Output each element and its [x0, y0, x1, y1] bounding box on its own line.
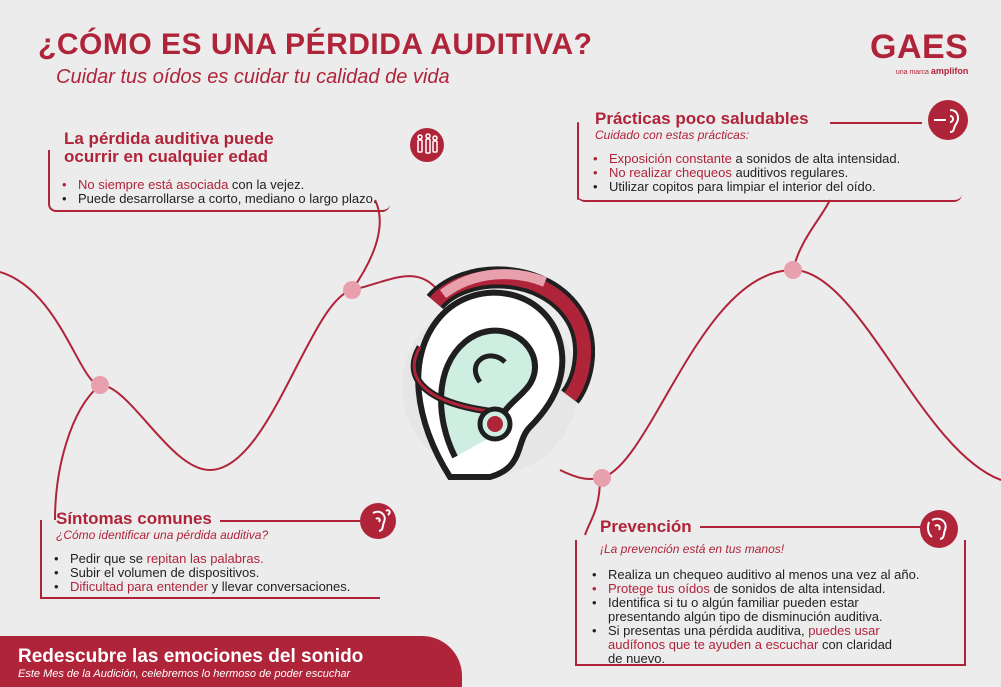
- section-age-title-1: La pérdida auditiva puede: [64, 129, 274, 148]
- section-practices-subtitle: Cuidado con estas prácticas:: [595, 128, 750, 142]
- logo-brand: GAES: [870, 28, 969, 66]
- page-subtitle: Cuidar tus oídos es cuidar tu calidad de vida: [56, 66, 450, 88]
- list-item: • Protege tus oídos de sonidos de alta intensidad.: [592, 581, 886, 596]
- section-practices: [595, 110, 900, 194]
- list-item: • Identifica si tu o algún familiar pueden estar presentando algún tipo de disminución auditiva.: [592, 595, 883, 624]
- banner-subtitle: Este Mes de la Audición, celebremos lo hermoso de poder escuchar: [18, 668, 351, 680]
- list-item: • Pedir que se repitan las palabras.: [54, 551, 264, 566]
- section-prevention: [592, 517, 920, 666]
- list-item: • No siempre está asociada con la vejez.: [62, 177, 305, 192]
- list-item: • No realizar chequeos auditivos regulares.: [593, 165, 849, 180]
- ear-question-icon: [360, 503, 396, 539]
- gaes-logo: [870, 30, 968, 76]
- symptoms-left-rule: [40, 520, 42, 598]
- section-age-title-2: ocurrir en cualquier edad: [64, 147, 269, 166]
- list-item: • Realiza un chequeo auditivo al menos una vez al año.: [592, 567, 920, 582]
- practices-left-rule: [577, 122, 579, 200]
- list-item: • Subir el volumen de dispositivos.: [54, 565, 260, 580]
- list-item: • Puede desarrollarse a corto, mediano o largo plazo.: [62, 191, 377, 206]
- banner-title: Redescubre las emociones del sonido: [18, 646, 364, 667]
- ear-hearing-aid-illustration: [395, 262, 595, 492]
- section-age: [64, 130, 376, 206]
- section-symptoms-title: Síntomas comunes: [56, 509, 212, 528]
- section-practices-title: Prácticas poco saludables: [595, 109, 809, 128]
- people-ages-icon: [410, 128, 444, 162]
- prevention-right-rule: [964, 540, 966, 666]
- section-prevention-title: Prevención: [600, 517, 692, 536]
- ear-swab-icon: [928, 100, 968, 140]
- logo-tagline: una marca amplifon: [895, 66, 969, 76]
- ear-hearing-aid-icon: [920, 510, 958, 548]
- section-symptoms: [56, 510, 350, 594]
- symptoms-bottom-rule: [40, 597, 380, 599]
- list-item: • Dificultad para entender y llevar conversaciones.: [54, 579, 351, 594]
- list-item: • Si presentas una pérdida auditiva, puedes usar audífonos que te ayuden a escuchar con claridad de nuevo.: [592, 623, 893, 666]
- prevention-left-rule: [575, 540, 577, 665]
- section-prevention-subtitle: ¡La prevención está en tus manos!: [600, 542, 785, 556]
- list-item: • Exposición constante a sonidos de alta intensidad.: [593, 151, 901, 166]
- section-symptoms-subtitle: ¿Cómo identificar una pérdida auditiva?: [56, 528, 269, 542]
- page-title: ¿CÓMO ES UNA PÉRDIDA AUDITIVA?: [38, 28, 593, 61]
- list-item: • Utilizar copitos para limpiar el interior del oído.: [593, 179, 876, 194]
